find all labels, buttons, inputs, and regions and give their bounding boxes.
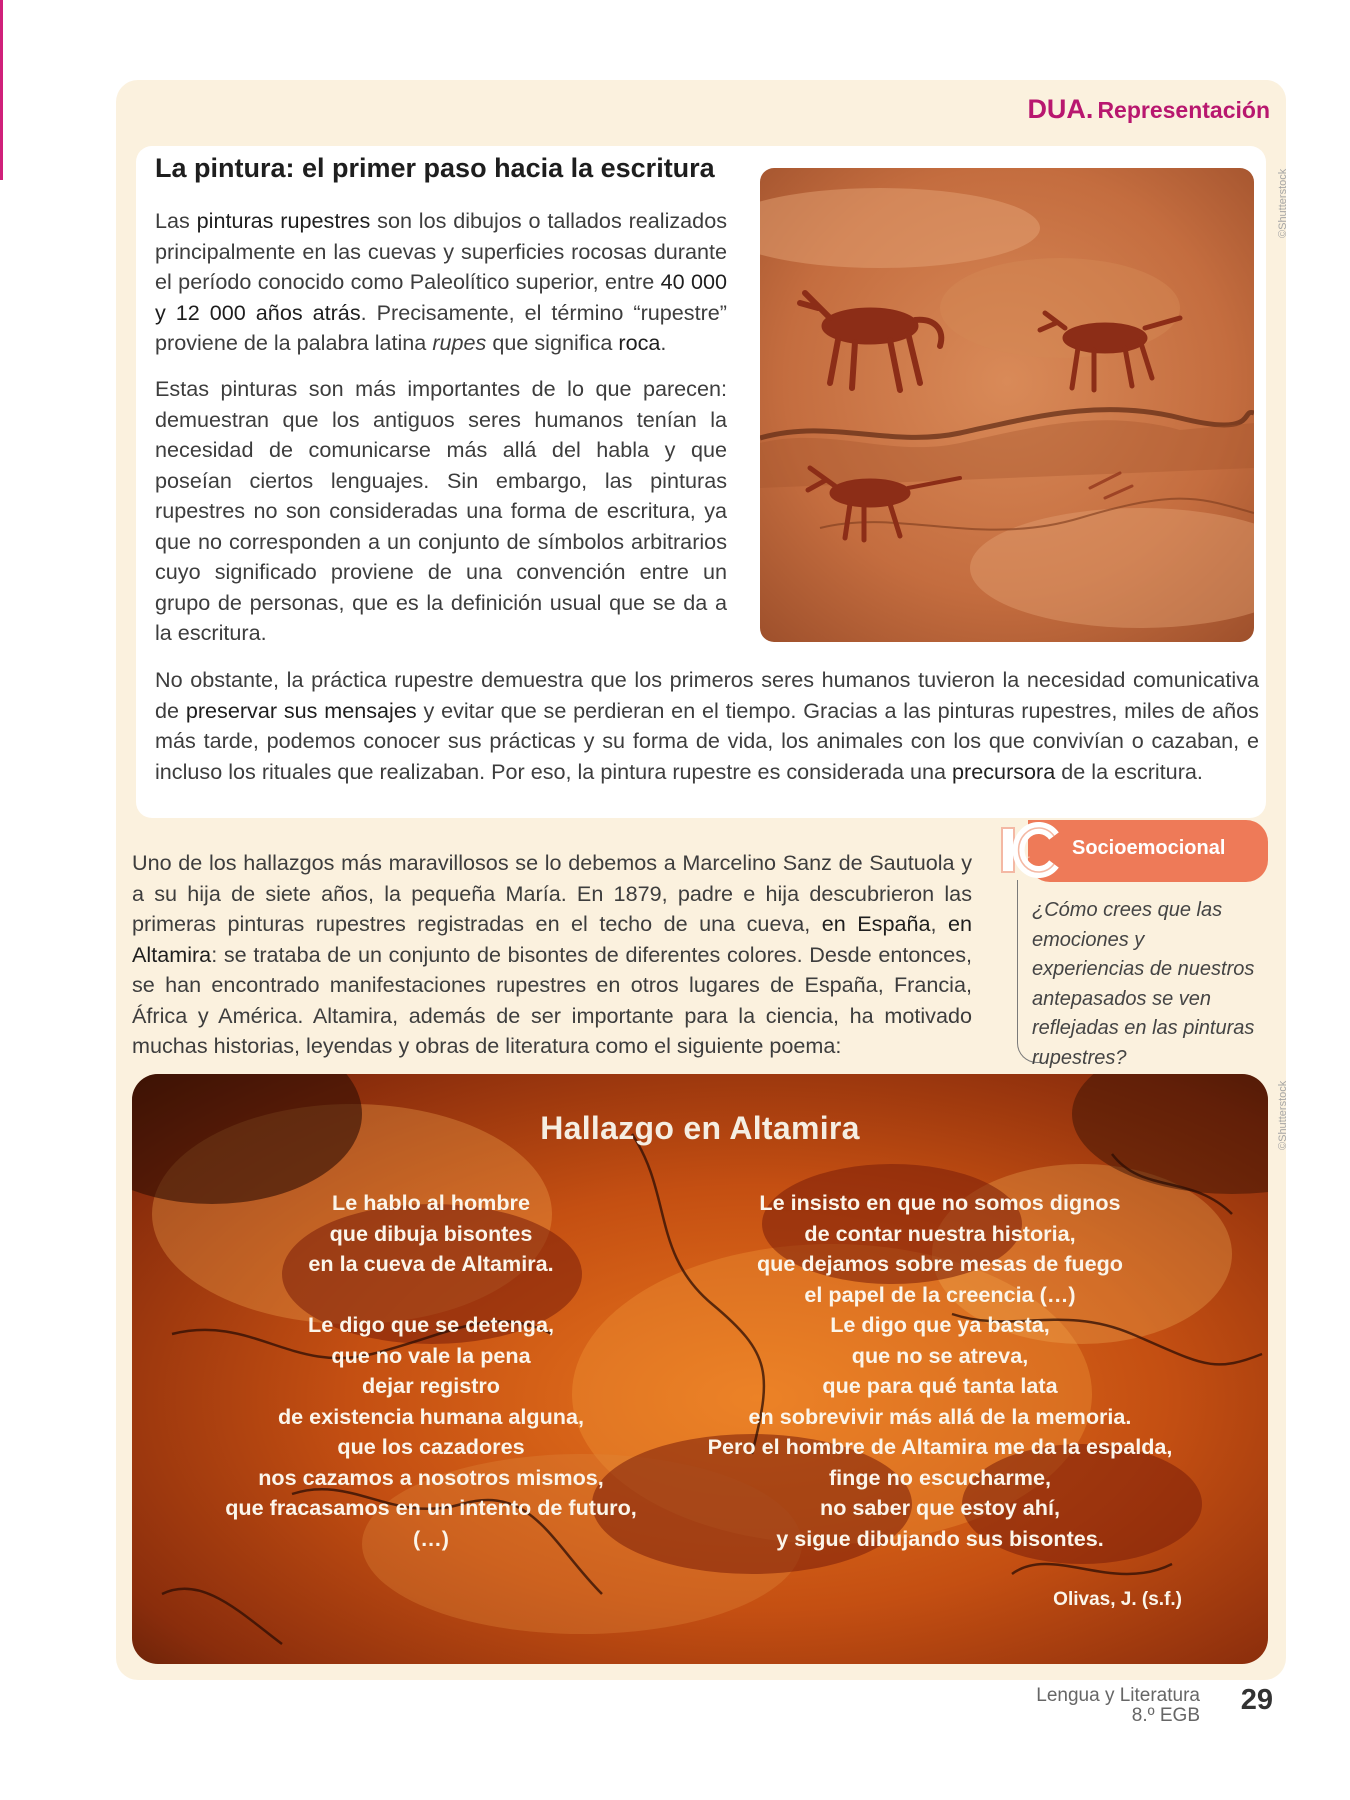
text-run: que significa: [486, 330, 619, 355]
bold-term: preservar sus mensajes: [185, 697, 417, 723]
text-run: . Precisamente, el término “rupestre” proviene de la palabra latina: [155, 299, 727, 355]
text-run: son los dibujos o tallados realizados principalmente en las cuevas y superficies rocosas durante el período conocido como Paleolítico superior, entre: [155, 208, 727, 294]
poem-line: no saber que estoy ahí,: [820, 1495, 1060, 1520]
ic-logo-icon: [996, 818, 1060, 882]
text-run: de la escritura.: [1055, 758, 1203, 784]
poem-line: de contar nuestra historia,: [804, 1220, 1076, 1246]
poem-line: y sigue dibujando sus bisontes.: [776, 1525, 1104, 1551]
dua-label: Representación: [1097, 97, 1270, 123]
poem-line: Le digo que se detenga,: [308, 1312, 554, 1337]
poem-line: que no se atreva,: [851, 1342, 1029, 1368]
rock-painting-svg: [760, 168, 1254, 642]
poem-line: nos cazamos a nosotros mismos,: [258, 1464, 604, 1490]
text-run: Uno de los hallazgos más maravillosos se lo debemos a Marcelino Sanz de Sautuola y a su hija de siete años, la pequeña María. En 1879, padre e hija descubrieron las primeras pinturas rupestres registradas en el techo de una cueva,: [132, 850, 972, 936]
socioemocional-label: Socioemocional: [1072, 837, 1226, 859]
poem-line: finge no escucharme,: [828, 1464, 1051, 1490]
intro-paragraph-3: [155, 665, 1259, 787]
bold-term: precursora: [952, 758, 1056, 784]
page-number: 29: [1240, 1684, 1273, 1716]
ic-logo-text: IC: [1028, 857, 1030, 859]
intro-paragraph-1: [155, 206, 727, 359]
italic-term: rupes: [432, 330, 487, 355]
poem-line: dejar registro: [361, 1373, 500, 1398]
text-run: y evitar que se perdieran en el tiempo. Gracias a las pinturas rupestres, miles de años más tarde, podemos conocer sus prácticas y su forma de vida, los animales con los que convivían o cazaban, e incluso los rituales que realizaban. Por eso, la pintura rupestre es considerada una: [155, 697, 1259, 784]
poem-line: en la cueva de Altamira.: [308, 1251, 554, 1276]
bold-term: 40 000 y 12 000 años atrás: [155, 269, 727, 325]
poem-line: que dejamos sobre mesas de fuego: [756, 1251, 1123, 1276]
poem-line: Le digo que ya basta,: [830, 1312, 1050, 1337]
bold-term: roca: [618, 330, 661, 355]
poem-line: Pero el hombre de Altamira me da la espalda,: [707, 1434, 1173, 1459]
footer-subject-name: Lengua y Literatura: [1036, 1685, 1200, 1706]
text-run: : se trataba de un conjunto de bisontes de diferentes colores. Desde entonces, se han encontrado manifestaciones rupestres en otros lugares de España, Francia, África y América. Altamira, además de ser importante para la ciencia, ha motivado muchas historias, leyendas y obras de literatura como el siguiente poema:: [132, 941, 972, 1058]
intro-paragraph-2: Estas pinturas son más importantes de lo que parecen: demuestran que los antiguos seres humanos tenían la necesidad de comunicarse más allá del habla y que poseían ciertos lenguajes. Sin embargo, las pinturas rupestres no son consideradas una forma de escritura, ya que no corresponden a un conjunto de símbolos arbitrarios cuyo significado proviene de una convención entre un grupo de personas, que es la definición usual que se da a la escritura.: [155, 376, 727, 645]
text-run: ,: [930, 911, 948, 936]
footer-subject: [1036, 1686, 1200, 1726]
bold-term: pinturas rupestres: [196, 208, 371, 233]
poem-line: Le hablo al hombre: [332, 1190, 530, 1215]
footer-grade: 8.º EGB: [1131, 1705, 1200, 1726]
poem-right-column: [680, 1188, 1200, 1554]
socioemocional-question: ¿Cómo crees que las emociones y experiencias de nuestros antepasados se ven reflejadas en las pinturas rupestres?: [1032, 899, 1255, 1069]
body-paragraph: [132, 848, 972, 1062]
poem-left-column: [196, 1188, 666, 1554]
poem-line: Le insisto en que no somos dignos: [759, 1190, 1121, 1215]
bold-term: en España: [821, 911, 931, 936]
poem-line: que dibuja bisontes: [329, 1220, 533, 1246]
page-edge-accent: [0, 0, 3, 180]
poem-line: de existencia humana alguna,: [277, 1403, 584, 1429]
dua-strong: DUA.: [1027, 94, 1094, 124]
text-run: No obstante, la práctica rupestre demuestra que los primeros seres humanos tuvieron la necesidad comunicativa de: [155, 667, 1259, 723]
poem-line: que los cazadores: [337, 1434, 525, 1459]
poem-line: en sobrevivir más allá de la memoria.: [748, 1403, 1132, 1429]
poem-image-credit: ©Shutterstock: [1277, 1080, 1289, 1150]
section-title: La pintura: el primer paso hacia la escritura: [155, 153, 715, 183]
poem-author: Olivas, J. (s.f.): [1053, 1589, 1182, 1610]
poem-title: Hallazgo en Altamira: [540, 1110, 860, 1146]
poem-line: el papel de la creencia (…): [804, 1281, 1076, 1307]
poem-line: (…): [413, 1525, 449, 1551]
poem-line: [196, 1280, 666, 1311]
text-run: .: [660, 330, 667, 355]
poem-line: que para qué tanta lata: [822, 1373, 1058, 1398]
bold-term: en Altamira: [132, 911, 972, 967]
image-credit: ©Shutterstock: [1277, 168, 1289, 238]
poem-line: que fracasamos en un intento de futuro,: [225, 1495, 637, 1520]
text-run: Las: [155, 208, 197, 233]
poem-line: que no vale la pena: [331, 1342, 531, 1368]
dua-header: [1027, 94, 1270, 125]
rock-painting-image: [760, 168, 1254, 642]
